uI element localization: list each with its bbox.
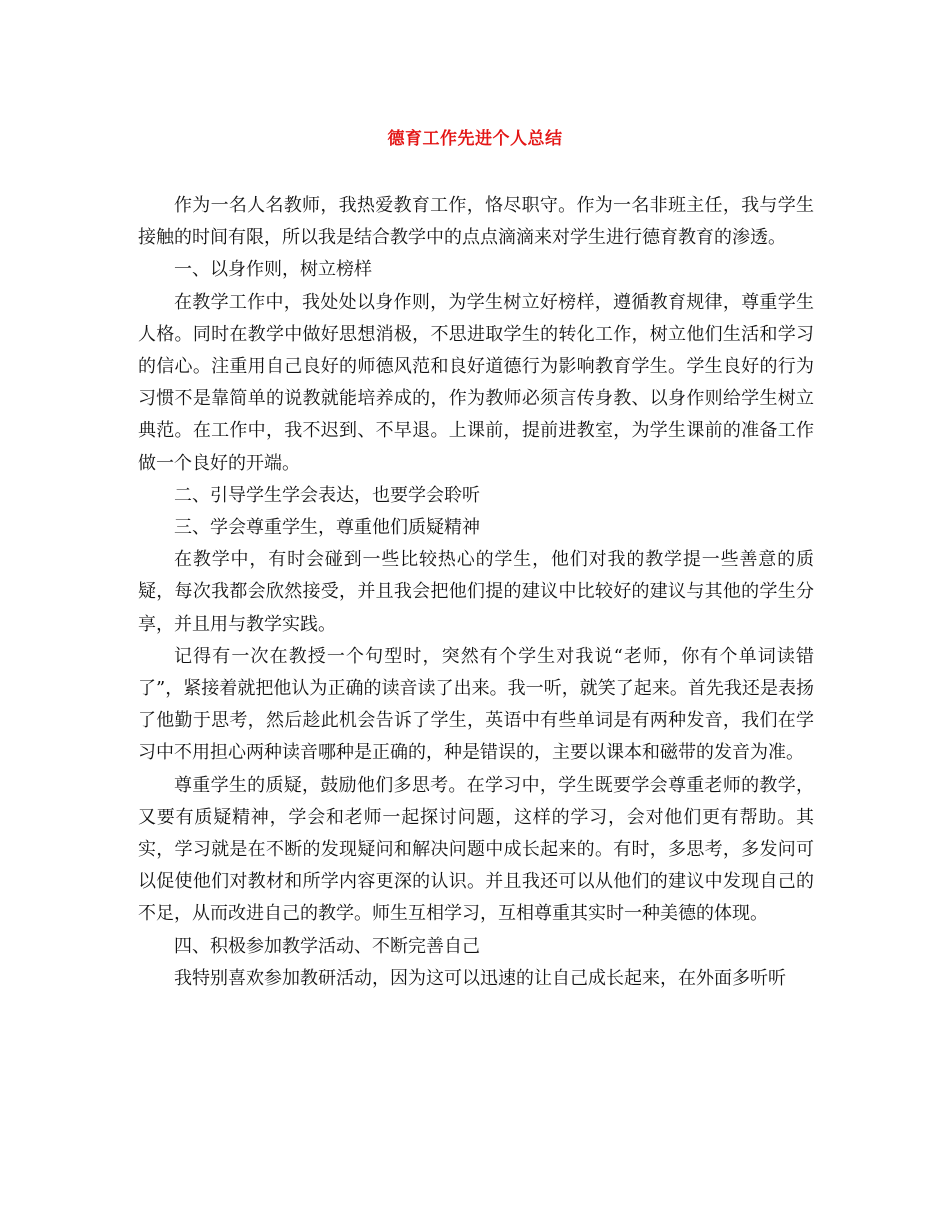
paragraph: 记得有一次在教授一个句型时，突然有个学生对我说“老师，你有个单词读错了”，紧接着就把他认为正确的读音读了出来。我一听，就笑了起来。首先我还是表扬了他勤于思考，然后趁此机会告诉了学生，英语中有些单词是有两种发音，我们在学习中不用担心两种读音哪种是正确的，种是错误的，主要以课本和磁带的发音为准。 (138, 645, 814, 764)
section-heading-2: 二、引导学生学会表达，也要学会聆听 (174, 484, 480, 506)
paragraph: 在教学中，有时会碰到一些比较热心的学生，他们对我的教学提一些善意的质疑，每次我都会欣然接受，并且我会把他们提的建议中比较好的建议与其他的学生分享，并且用与教学实践。 (138, 549, 814, 635)
document-title: 德育工作先进个人总结 (387, 129, 563, 149)
paragraph-last: 我特别喜欢参加教研活动，因为这可以迅速的让自己成长起来，在外面多听听 (174, 967, 786, 989)
section-heading-1: 一、以身作则，树立榜样 (174, 259, 372, 281)
section-heading-4: 四、积极参加教学活动、不断完善自己 (174, 935, 480, 957)
paragraph: 在教学工作中，我处处以身作则，为学生树立好榜样，遵循教育规律，尊重学生人格。同时在教学中做好思想消极，不思进取学生的转化工作，树立他们生活和学习的信心。注重用自己良好的师德风范和良好道德行为影响教育学生。学生良好的行为习惯不是靠简单的说教就能培养成的，作为教师必须言传身教、以身作则给学生树立典范。在工作中，我不迟到、不早退。上课前，提前进教室，为学生课前的准备工作做一个良好的开端。 (138, 291, 814, 474)
paragraph: 尊重学生的质疑，鼓励他们多思考。在学习中，学生既要学会尊重老师的教学，又要有质疑精神，学会和老师一起探讨问题，这样的学习，会对他们更有帮助。其实，学习就是在不断的发现疑问和解决问题中成长起来的。有时，多思考，多发问可以促使他们对教材和所学内容更深的认识。并且我还可以从他们的建议中发现自己的不足，从而改进自己的教学。师生互相学习，互相尊重其实时一种美德的体现。 (138, 774, 814, 925)
document-body (138, 190, 814, 995)
paragraph-intro: 作为一名人名教师，我热爱教育工作，恪尽职守。作为一名非班主任，我与学生接触的时间有限，所以我是结合教学中的点点滴滴来对学生进行德育教育的渗透。 (138, 195, 814, 249)
section-heading-3: 三、学会尊重学生，尊重他们质疑精神 (174, 517, 480, 539)
